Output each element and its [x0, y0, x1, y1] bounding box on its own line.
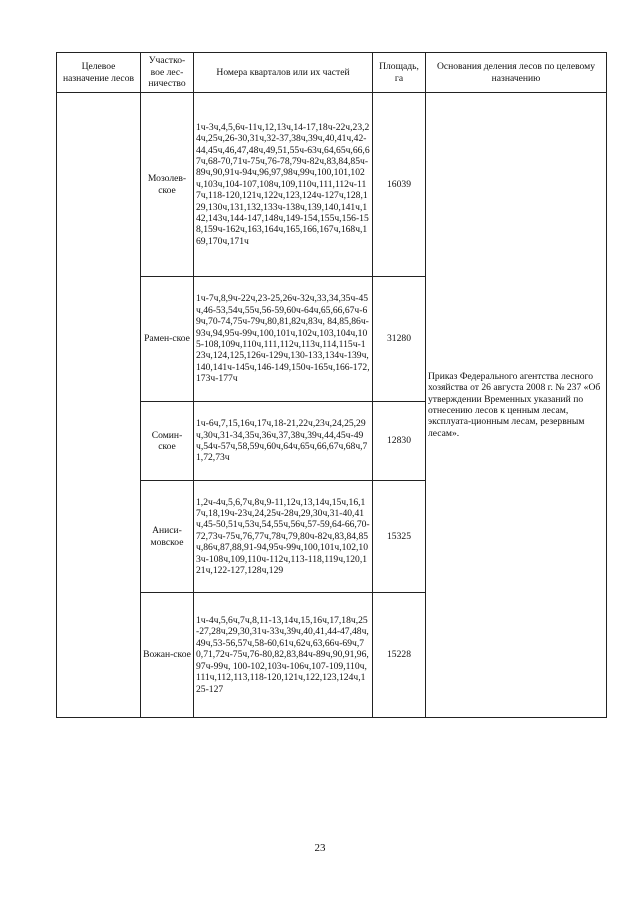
area-value: 15228 [373, 593, 426, 718]
quarter-numbers: 1ч-7ч,8,9ч-22ч,23-25,26ч-32ч,33,34,35ч-45ч,46-53,54ч,55ч,56-59,60ч-64ч,65,66,67ч-69ч,70-74,75ч-79ч,80,81,82ч,83ч, 84,85,86ч-93ч,94,95ч-99ч,100,101ч,102ч,103,104ч,105-108,109ч,110ч,111,112ч,113ч,114,115ч-123ч,124,125,126ч-129ч,130-133,134ч-139ч,140,141ч-145ч,146-149,150ч-165ч,166-172,173ч-177ч [194, 277, 373, 402]
header-purpose: Целевое назначение лесов [57, 53, 141, 93]
quarter-numbers: 1ч-4ч,5,6ч,7ч,8,11-13,14ч,15,16ч,17,18ч,25-27,28ч,29,30,31ч-33ч,39ч,40,41,44-47,48ч,49ч,53-56,57ч,58-60,61ч,62ч,63,66ч-69ч,70,71,72ч-75ч,76-80,82,83,84ч-89ч,90,91,96,97ч-99ч, 100-102,103ч-106ч,107-109,110ч,111ч,112,113,118-120,121ч,122,123,124ч,125-127 [194, 593, 373, 718]
area-value: 31280 [373, 277, 426, 402]
quarter-numbers: 1ч-3ч,4,5,6ч-11ч,12,13ч,14-17,18ч-22ч,23,24ч,25ч,26-30,31ч,32-37,38ч,39ч,40,41ч,42-44,45ч,46,47,48ч,49,51,55ч-63ч,64,65ч,66,67ч,68-70,71ч-75ч,76-78,79ч-82ч,83,84,85ч-89ч,90,91ч-94ч,96,97,98ч,99ч,100,101,102ч,103ч,104-107,108ч,109,110ч,111,112ч-117ч,118-120,121ч,122ч,123,124ч-127ч,128,129,130ч,131,132,133ч-138ч,139,140,141ч,142,143ч,144-147,148ч,149-154,155ч,156-158,159ч-162ч,163,164ч,165,166,167ч,168ч,169,170ч,171ч [194, 93, 373, 277]
header-quarters: Номера кварталов или их частей [194, 53, 373, 93]
header-district: Участко-вое лес-ничество [141, 53, 194, 93]
forest-purpose-table [56, 52, 607, 718]
area-value: 16039 [373, 93, 426, 277]
area-value: 15325 [373, 481, 426, 593]
table-header-row [57, 53, 607, 93]
table-row [57, 93, 607, 277]
quarter-numbers: 1,2ч-4ч,5,6,7ч,8ч,9-11,12ч,13,14ч,15ч,16,17ч,18,19ч-23ч,24,25ч-28ч,29,30ч,31-40,41ч,45-50,51ч,53ч,54,55ч,56ч,57-59,64-66,70-72,73ч-75ч,76,77ч,78ч,79,80ч-82ч,83,84,85ч,86ч,87,88,91-94,95ч-99ч,100,101ч,102,103ч-108ч,109,110ч-112ч,113-118,119ч,120,121ч,122-127,128ч,129 [194, 481, 373, 593]
header-area: Площадь, га [373, 53, 426, 93]
header-basis: Основания деления лесов по целевому назначению [426, 53, 607, 93]
purpose-cell [57, 93, 141, 718]
basis-text: Приказ Федерального агентства лесного хозяйства от 26 августа 2008 г. № 237 «Об утверждении Временных указаний по отнесению лесов к ценным лесам, эксплуата-ционным лесам, резервным лесам». [426, 93, 607, 718]
district-name: Рамен-ское [141, 277, 194, 402]
district-name: Мозолев-ское [141, 93, 194, 277]
district-name: Вожан-ское [141, 593, 194, 718]
district-name: Сомин-ское [141, 402, 194, 481]
district-name: Аниси-мовское [141, 481, 194, 593]
area-value: 12830 [373, 402, 426, 481]
quarter-numbers: 1ч-6ч,7,15,16ч,17ч,18-21,22ч,23ч,24,25,29ч,30ч,31-34,35ч,36ч,37,38ч,39ч,44,45ч-49ч,54ч-57ч,58,59ч,60ч,64ч,65ч,66,67ч,68ч,71,72,73ч [194, 402, 373, 481]
page-number: 23 [314, 842, 326, 854]
